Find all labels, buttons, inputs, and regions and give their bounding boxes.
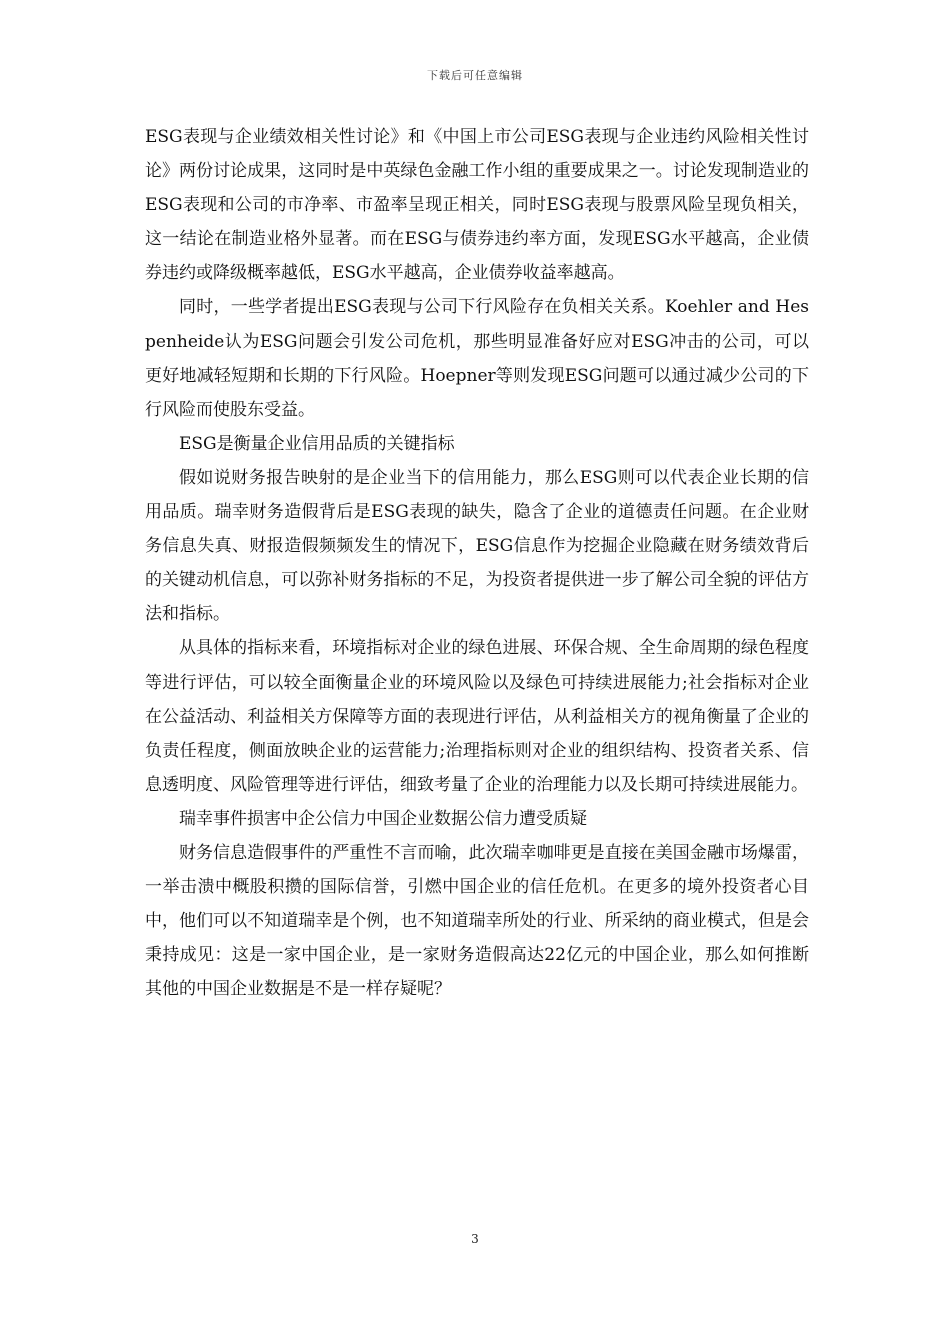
document-body: [145, 120, 809, 1006]
paragraph-credit-quality: 假如说财务报告映射的是企业当下的信用能力，那么ESG则可以代表企业长期的信用品质。瑞幸财务造假背后是ESG表现的缺失，隐含了企业的道德责任问题。在企业财务信息失真、财报造假频频发生的情况下，ESG信息作为挖掘企业隐藏在财务绩效背后的关键动机信息，可以弥补财务指标的不足，为投资者提供进一步了解公司全貌的评估方法和指标。: [145, 467, 809, 625]
section-heading-credit-quality: ESG是衡量企业信用品质的关键指标: [179, 433, 455, 454]
paragraph-downside-risk: 同时，一些学者提出ESG表现与公司下行风险存在负相关关系。Koehler and Hespenheide认为ESG问题会引发公司危机，那些明显准备好应对ESG冲击的公司，可以更好地减轻短期和长期的下行风险。Hoepner等则发现ESG问题可以通过减少公司的下行风险而使股东受益。: [145, 297, 809, 420]
section-heading-luckin-event: 瑞幸事件损害中企公信力中国企业数据公信力遭受质疑: [179, 808, 587, 829]
paragraph-luckin-event: 财务信息造假事件的严重性不言而喻，此次瑞幸咖啡更是直接在美国金融市场爆雷，一举击溃中概股积攒的国际信誉，引燃中国企业的信任危机。在更多的境外投资者心目中，他们可以不知道瑞幸是个例，也不知道瑞幸所处的行业、所采纳的商业模式，但是会秉持成见：这是一家中国企业，是一家财务造假高达22亿元的中国企业，那么如何推断其他的中国企业数据是不是一样存疑呢？: [145, 842, 809, 1000]
paragraph-esg-research-results: ESG表现与企业绩效相关性讨论》和《中国上市公司ESG表现与企业违约风险相关性讨论》两份讨论成果，这同时是中英绿色金融工作小组的重要成果之一。讨论发现制造业的ESG表现和公司的市净率、市盈率呈现正相关，同时ESG表现与股票风险呈现负相关，这一结论在制造业格外显著。而在ESG与债券违约率方面，发现ESG水平越高，企业债券违约或降级概率越低，ESG水平越高，企业债券收益率越高。: [145, 127, 809, 284]
page-number: 3: [471, 1232, 479, 1246]
paragraph-indicators: 从具体的指标来看，环境指标对企业的绿色进展、环保合规、全生命周期的绿色程度等进行评估，可以较全面衡量企业的环境风险以及绿色可持续进展能力;社会指标对企业在公益活动、利益相关方保障等方面的表现进行评估，从利益相关方的视角衡量了企业的负责任程度，侧面放映企业的运营能力;治理指标则对企业的组织结构、投资者关系、信息透明度、风险管理等进行评估，细致考量了企业的治理能力以及长期可持续进展能力。: [145, 638, 809, 795]
page-header: 下载后可任意编辑: [427, 69, 523, 82]
